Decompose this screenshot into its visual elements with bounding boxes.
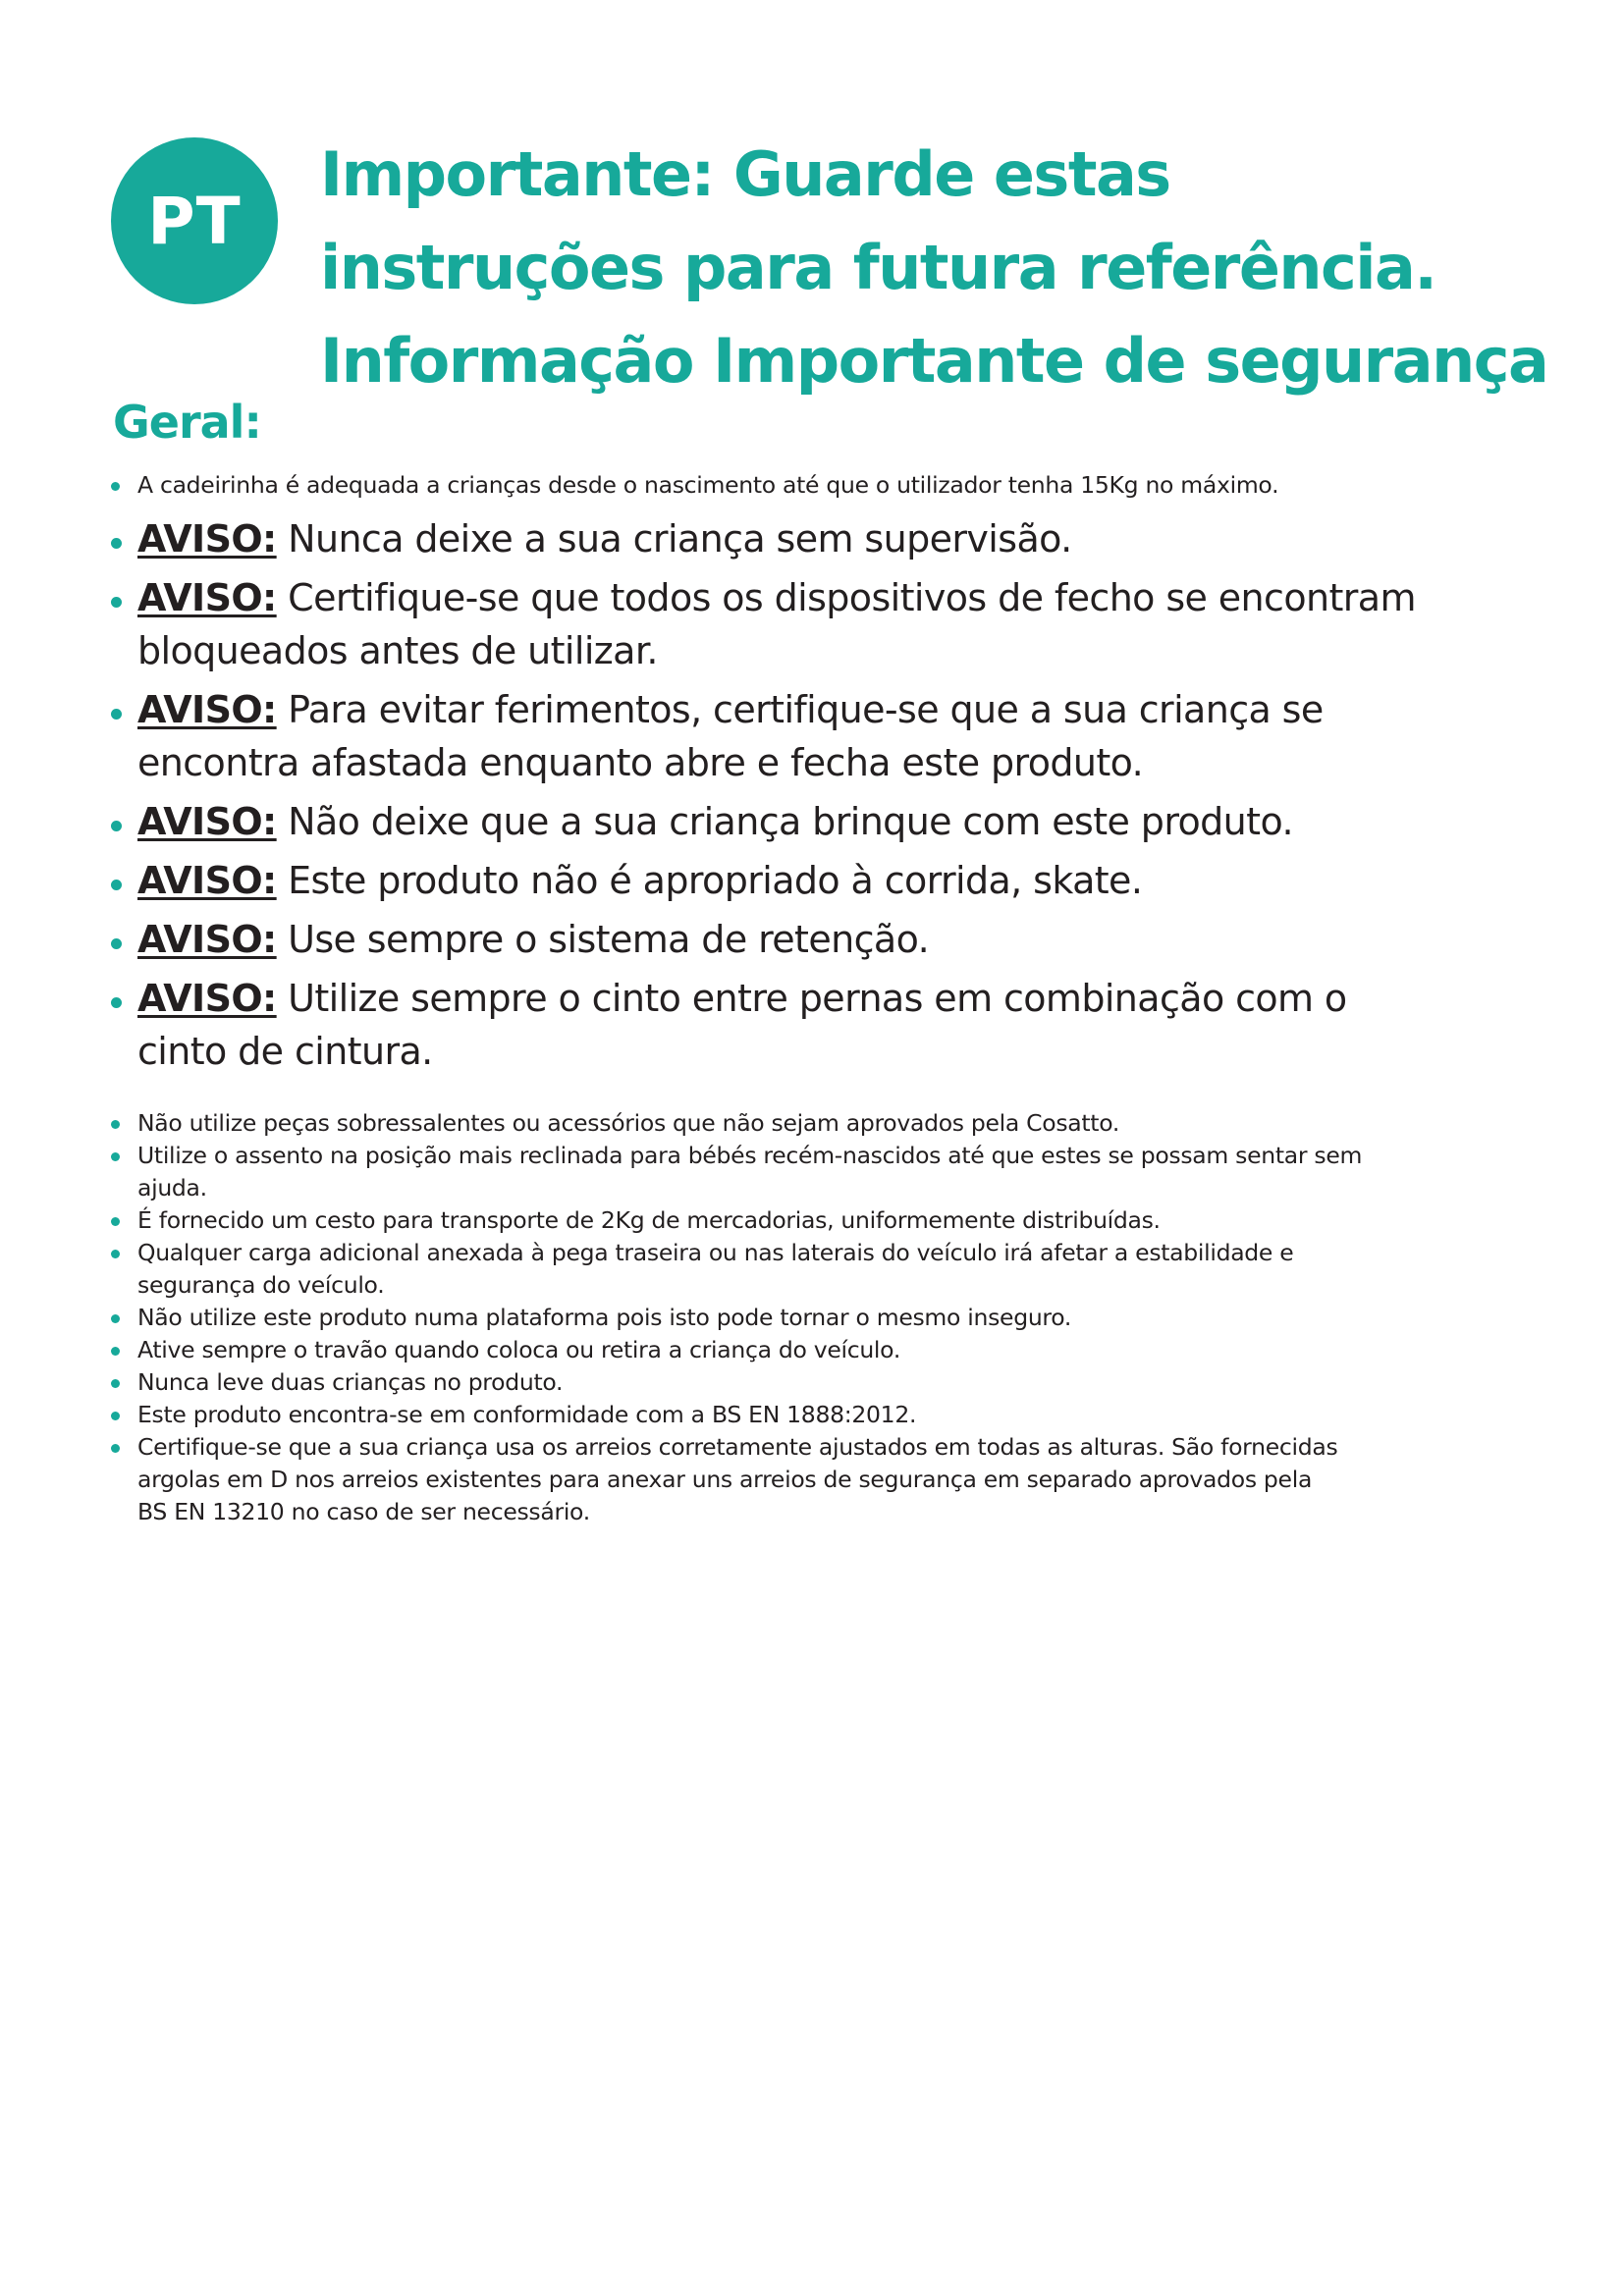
warning-text-continued: bloqueados antes de utilizar.	[137, 629, 658, 672]
warning-label: AVISO:	[137, 859, 277, 902]
language-code: PT	[147, 183, 242, 259]
warning-item	[108, 512, 1532, 565]
note-text: Não utilize este produto numa plataforma pois isto pode tornar o mesmo inseguro.	[137, 1304, 1072, 1331]
warning-text: Nunca deixe a sua criança sem supervisão.	[276, 517, 1072, 561]
warning-label: AVISO:	[137, 688, 277, 731]
title-line-3: Informação Importante de segurança	[320, 325, 1548, 397]
note-item	[108, 1140, 1532, 1204]
note-text: Este produto encontra-se em conformidade com a BS EN 1888:2012.	[137, 1401, 917, 1428]
note-item	[108, 1399, 1532, 1431]
intro-text: A cadeirinha é adequada a crianças desde o nascimento até que o utilizador tenha 15Kg no máximo.	[137, 471, 1279, 499]
section-heading: Geral:	[113, 396, 261, 449]
warning-text-continued: encontra afastada enquanto abre e fecha este produto.	[137, 741, 1144, 784]
warning-item	[108, 795, 1532, 848]
note-text-continued: BS EN 13210 no caso de ser necessário.	[137, 1498, 590, 1525]
warning-text: Este produto não é apropriado à corrida, skate.	[276, 859, 1143, 902]
warning-text-continued: cinto de cintura.	[137, 1030, 433, 1073]
note-text: Não utilize peças sobressalentes ou acessórios que não sejam aprovados pela Cosatto.	[137, 1109, 1120, 1137]
note-text-continued: segurança do veículo.	[137, 1271, 385, 1299]
warning-label: AVISO:	[137, 977, 277, 1020]
note-item	[108, 1366, 1532, 1399]
title-line-1: Importante: Guarde estas	[320, 138, 1170, 210]
warning-label: AVISO:	[137, 800, 277, 843]
warning-item	[108, 913, 1532, 966]
page-title	[320, 128, 1547, 407]
note-text: Ative sempre o travão quando coloca ou retira a criança do veículo.	[137, 1336, 900, 1363]
note-item	[108, 1302, 1532, 1334]
intro-list	[108, 469, 1532, 502]
note-text: Utilize o assento na posição mais reclinada para bébés recém-nascidos até que estes se possam sentar sem	[137, 1142, 1363, 1169]
note-text-continued: argolas em D nos arreios existentes para anexar uns arreios de segurança em separado aprovados pela	[137, 1466, 1313, 1493]
warning-list	[108, 512, 1532, 1084]
warning-label: AVISO:	[137, 576, 277, 619]
note-item	[108, 1431, 1532, 1528]
warning-item	[108, 683, 1532, 789]
warning-text: Certifique-se que todos os dispositivos de fecho se encontram	[276, 576, 1416, 619]
note-item	[108, 1204, 1532, 1237]
warning-item	[108, 972, 1532, 1078]
note-text: Qualquer carga adicional anexada à pega traseira ou nas laterais do veículo irá afetar a estabilidade e	[137, 1239, 1294, 1266]
note-text: Certifique-se que a sua criança usa os arreios corretamente ajustados em todas as alturas. São fornecidas	[137, 1433, 1338, 1461]
warning-text: Use sempre o sistema de retenção.	[276, 918, 930, 961]
note-text: É fornecido um cesto para transporte de 2Kg de mercadorias, uniformemente distribuídas.	[137, 1206, 1161, 1234]
note-text: Nunca leve duas crianças no produto.	[137, 1368, 564, 1396]
intro-item	[108, 469, 1532, 502]
note-text-continued: ajuda.	[137, 1174, 207, 1201]
warning-item	[108, 571, 1532, 677]
title-line-2: instruções para futura referência.	[320, 232, 1436, 303]
note-item	[108, 1334, 1532, 1366]
warning-item	[108, 854, 1532, 907]
note-item	[108, 1237, 1532, 1302]
warning-label: AVISO:	[137, 517, 277, 561]
language-badge	[111, 137, 278, 304]
warning-text: Não deixe que a sua criança brinque com este produto.	[276, 800, 1293, 843]
warning-label: AVISO:	[137, 918, 277, 961]
notes-list	[108, 1107, 1532, 1528]
note-item	[108, 1107, 1532, 1140]
warning-text: Utilize sempre o cinto entre pernas em combinação com o	[276, 977, 1347, 1020]
warning-text: Para evitar ferimentos, certifique-se que a sua criança se	[276, 688, 1324, 731]
